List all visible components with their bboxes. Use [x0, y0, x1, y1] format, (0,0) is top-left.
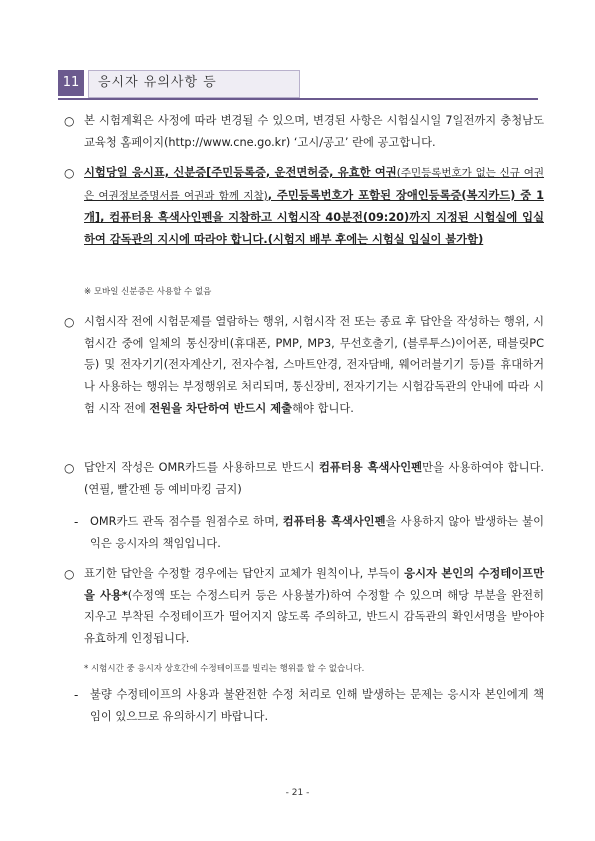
- item-text-normal: (수정액 또는 수정스티커 등은 사용불가)하여 수정할 수 있으며 해당 부분을 완전히 지우고 부착된 수정테이프가 떨어지지 않도록 주의하고, 반드시 감독관의 확인서명을 받아야 유효하게 인정됩니다.: [84, 588, 544, 646]
- item-text-normal: OMR카드 관독 점수를 원점수로 하며,: [90, 515, 283, 528]
- item-text: [90, 511, 544, 554]
- bullet: ○: [64, 461, 75, 475]
- dash: -: [74, 515, 79, 529]
- bullet: ○: [64, 166, 75, 180]
- item-text-normal: 표기한 답안을 수정할 경우에는 답안지 교체가 원칙이나, 부득이: [84, 567, 405, 580]
- item-text-bold: 전원을 차단하여 반드시 제출: [149, 401, 293, 415]
- section-title: 응시자 유의사항 등: [98, 75, 217, 90]
- item-text-bold: 시험당일 응시표, 신분증[주민등록증, 운전면허증, 유효한 여권: [84, 166, 397, 179]
- bullet: ○: [64, 567, 75, 581]
- page-number: - 21 -: [285, 788, 310, 798]
- dash: -: [74, 688, 79, 702]
- item-text: [84, 162, 544, 251]
- item-text-normal: 시험시작 전에 시험문제를 열람하는 행위, 시험시작 전 또는 종료 후 답안을 작성하는 행위, 시험시간 중에 일체의 통신장비(휴대폰, PMP, MP3, 무선호출기, (블루투스)이어폰, 태블릿PC 등) 및 전자기기(전자계산기, 전자수첩, 스마트안경, 전자담배, 웨어러블기기 등)를 휴대하거나 사용하는 행위는 부정행위로 처리되며, 통신장비, 전자기기는 시험감독관의 안내에 따라 시험 시작 전에: [84, 315, 544, 415]
- item-text: [84, 457, 544, 500]
- section-header: [58, 70, 538, 100]
- bullet: ○: [64, 114, 75, 128]
- item-text: [84, 311, 544, 420]
- note: ※ 모바일 신분증은 사용할 수 없음: [84, 287, 212, 297]
- section-number: 11: [58, 70, 84, 96]
- item-text-bold: , 주민등록번호가 포함된 장애인등록증(복지카드) 중 1개], 컴퓨터용 흑색사인펜을 지참하고 시험시작 40분전(09:20)까지 지정된 시험실에 입실하여 감독관의 지시에 따라야 합니다.(시험지 배부 후에는 시험실 입실이 불가함): [84, 188, 544, 247]
- item-text-normal: 해야 합니다.: [292, 401, 354, 415]
- item-text-normal: 답안지 작성은 OMR카드를 사용하므로 반드시: [84, 461, 319, 474]
- item-text-normal: (주민등록번호가 없는 신규 여권은 여권정보증명서를 여권과 함께 지참): [84, 167, 544, 202]
- item-text: [84, 563, 544, 650]
- item-text-normal: 만을 사용하여야 합니다.(연필, 빨간펜 등 예비마킹 금지): [84, 461, 545, 496]
- bullet: ○: [64, 315, 75, 329]
- item-text-bold: 컴퓨터용 흑색사인펜: [318, 461, 423, 474]
- item-text-bold: 컴퓨터용 흑색사인펜: [282, 515, 386, 528]
- item-text: 본 시험계획은 사정에 따라 변경될 수 있으며, 변경된 사항은 시험실시일 7일전까지 충청남도교육청 홈페이지(http://www.cne.go.kr) ‘고시/공고’ 란에 공고합니다.: [84, 114, 544, 149]
- item-text-normal: 을 사용하지 않아 발생하는 불이익은 응시자의 책임입니다.: [90, 515, 545, 550]
- item-text: 불량 수정테이프의 사용과 불완전한 수정 처리로 인해 발생하는 문제는 응시자 본인에게 책임이 있으므로 유의하시기 바랍니다.: [90, 688, 544, 723]
- item-text-bold: 응시자 본인의 수정테이프만을 사용*: [84, 567, 544, 602]
- note: * 시험시간 중 응시자 상호간에 수정테이프를 빌리는 행위를 할 수 없습니다.: [84, 664, 365, 674]
